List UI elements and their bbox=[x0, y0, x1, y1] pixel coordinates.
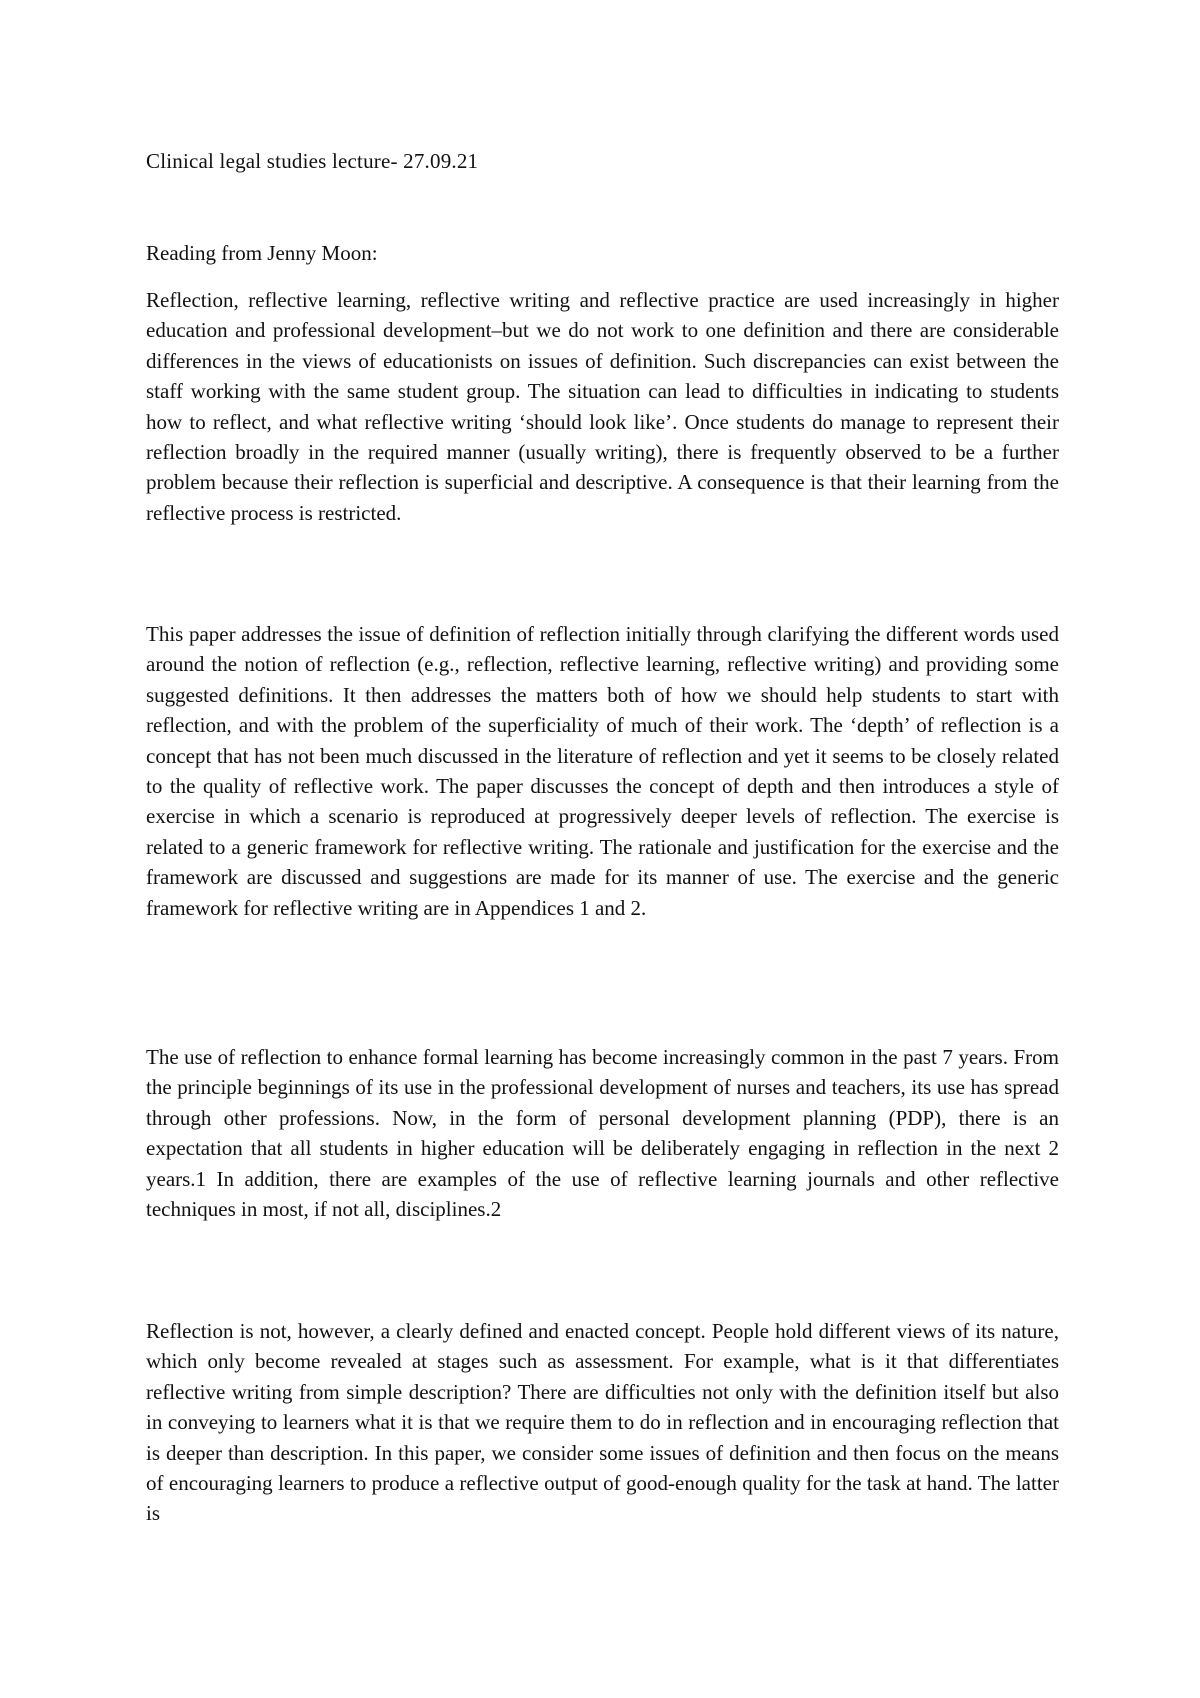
reading-heading: Reading from Jenny Moon: bbox=[146, 241, 378, 265]
paragraph: This paper addresses the issue of definition of reflection initially through clarifying the different words used around the notion of reflection (e.g., reflection, reflective learning, reflective writing) and providing some suggested definitions. It then addresses the matters both of how we should help students to start with reflection, and with the problem of the superficiality of much of their work. The ‘depth’ of reflection is a concept that has not been much discussed in the literature of reflection and yet it seems to be closely related to the quality of reflective work. The paper discusses the concept of depth and then introduces a style of exercise in which a scenario is reproduced at progressively deeper levels of reflection. The exercise is related to a generic framework for reflective writing. The rationale and justification for the exercise and the framework are discussed and suggestions are made for its manner of use. The exercise and the generic framework for reflective writing are in Appendices 1 and 2. bbox=[146, 622, 1059, 920]
paragraph: Reflection, reflective learning, reflective writing and reflective practice are used increasingly in higher education and professional development–but we do not work to one definition and there are considerable differences in the views of educationists on issues of definition. Such discrepancies can exist between the staff working with the same student group. The situation can lead to difficulties in indicating to students how to reflect, and what reflective writing ‘should look like’. Once students do manage to represent their reflection broadly in the required manner (usually writing), there is frequently observed to be a further problem because their reflection is superficial and descriptive. A consequence is that their learning from the reflective process is restricted. bbox=[146, 288, 1059, 525]
document-title: Clinical legal studies lecture- 27.09.21 bbox=[146, 149, 479, 173]
paragraph: The use of reflection to enhance formal learning has become increasingly common in the past 7 years. From the principle beginnings of its use in the professional development of nurses and teachers, its use has spread through other professions. Now, in the form of personal development planning (PDP), there is an expectation that all students in higher education will be deliberately engaging in reflection in the next 2 years.1 In addition, there are examples of the use of reflective learning journals and other reflective techniques in most, if not all, disciplines.2 bbox=[146, 1045, 1059, 1222]
paragraph: Reflection is not, however, a clearly defined and enacted concept. People hold different views of its nature, which only become revealed at stages such as assessment. For example, what is it that differentiates reflective writing from simple description? There are difficulties not only with the definition itself but also in conveying to learners what it is that we require them to do in reflection and in encouraging reflection that is deeper than description. In this paper, we consider some issues of definition and then focus on the means of encouraging learners to produce a reflective output of good-enough quality for the task at hand. The latter is bbox=[146, 1319, 1059, 1526]
